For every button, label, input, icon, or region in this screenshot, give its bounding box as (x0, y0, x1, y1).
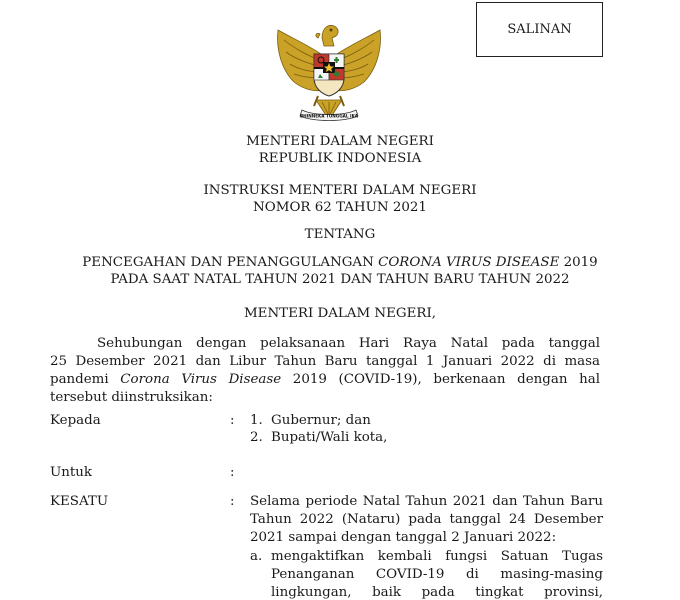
untuk-label: Untuk (50, 465, 93, 480)
preamble-line-1: Sehubungan dengan pelaksanaan Hari Raya Natal pada tanggal (97, 336, 600, 351)
garuda-pancasila-emblem-icon (270, 16, 388, 131)
emblem-motto: BHINNEKA TUNGGAL IKA (299, 113, 359, 119)
kepada-item-1-text: Gubernur; dan (271, 413, 371, 428)
kepada-label: Kepada (50, 413, 101, 428)
kesatu-sub-a-line-2: Penanganan COVID-19 di masing-masing (271, 567, 603, 582)
instruction-title: INSTRUKSI MENTERI DALAM NEGERI (203, 183, 477, 198)
kepada-colon: : (230, 413, 235, 428)
about-label: TENTANG (304, 227, 376, 242)
kesatu-line-2: Tahun 2022 (Nataru) pada tanggal 24 Desember (250, 512, 603, 527)
preamble-line-3 (50, 372, 600, 387)
kesatu-sub-a-line-3: lingkungan, baik pada tingkat provinsi, (271, 585, 603, 600)
kesatu-label: KESATU (50, 494, 109, 509)
about-line-1 (0, 255, 680, 270)
about-line-1-before: PENCEGAHAN DAN PENANGGULANGAN (82, 255, 379, 270)
salinan-label: SALINAN (507, 22, 572, 37)
kepada-item-1-num: 1. (250, 413, 263, 428)
minister-heading: MENTERI DALAM NEGERI, (243, 306, 437, 321)
preamble-line-4: tersebut diinstruksikan: (50, 390, 213, 405)
preamble-line-3-after: 2019 (COVID-19), berkenaan dengan hal (281, 372, 600, 387)
preamble-line-3-before: pandemi (50, 372, 121, 387)
untuk-colon: : (230, 465, 235, 480)
about-line-1-after: 2019 (559, 255, 598, 270)
kepada-item-2-num: 2. (250, 430, 263, 445)
kesatu-colon: : (230, 494, 235, 509)
preamble-line-2: 25 Desember 2021 dan Libur Tahun Baru tanggal 1 Januari 2022 di masa (50, 354, 600, 369)
instruction-number: NOMOR 62 TAHUN 2021 (253, 200, 427, 215)
salinan-stamp (476, 2, 603, 57)
kesatu-sub-a-line-1: mengaktifkan kembali fungsi Satuan Tugas (271, 549, 603, 564)
kesatu-sub-a-letter: a. (250, 549, 263, 564)
preamble-line-3-italic: Corona Virus Disease (120, 372, 282, 387)
about-line-1-italic: CORONA VIRUS DISEASE (378, 255, 560, 270)
kesatu-line-1: Selama periode Natal Tahun 2021 dan Tahun Baru (250, 494, 603, 509)
kepada-item-2-text: Bupati/Wali kota, (271, 430, 388, 445)
about-line-2: PADA SAAT NATAL TAHUN 2021 DAN TAHUN BARU TAHUN 2022 (110, 272, 570, 287)
header-line-2: REPUBLIK INDONESIA (258, 151, 422, 166)
kesatu-line-3: 2021 sampai dengan tanggal 2 Januari 2022: (250, 530, 557, 545)
header-line-1: MENTERI DALAM NEGERI (246, 134, 434, 149)
